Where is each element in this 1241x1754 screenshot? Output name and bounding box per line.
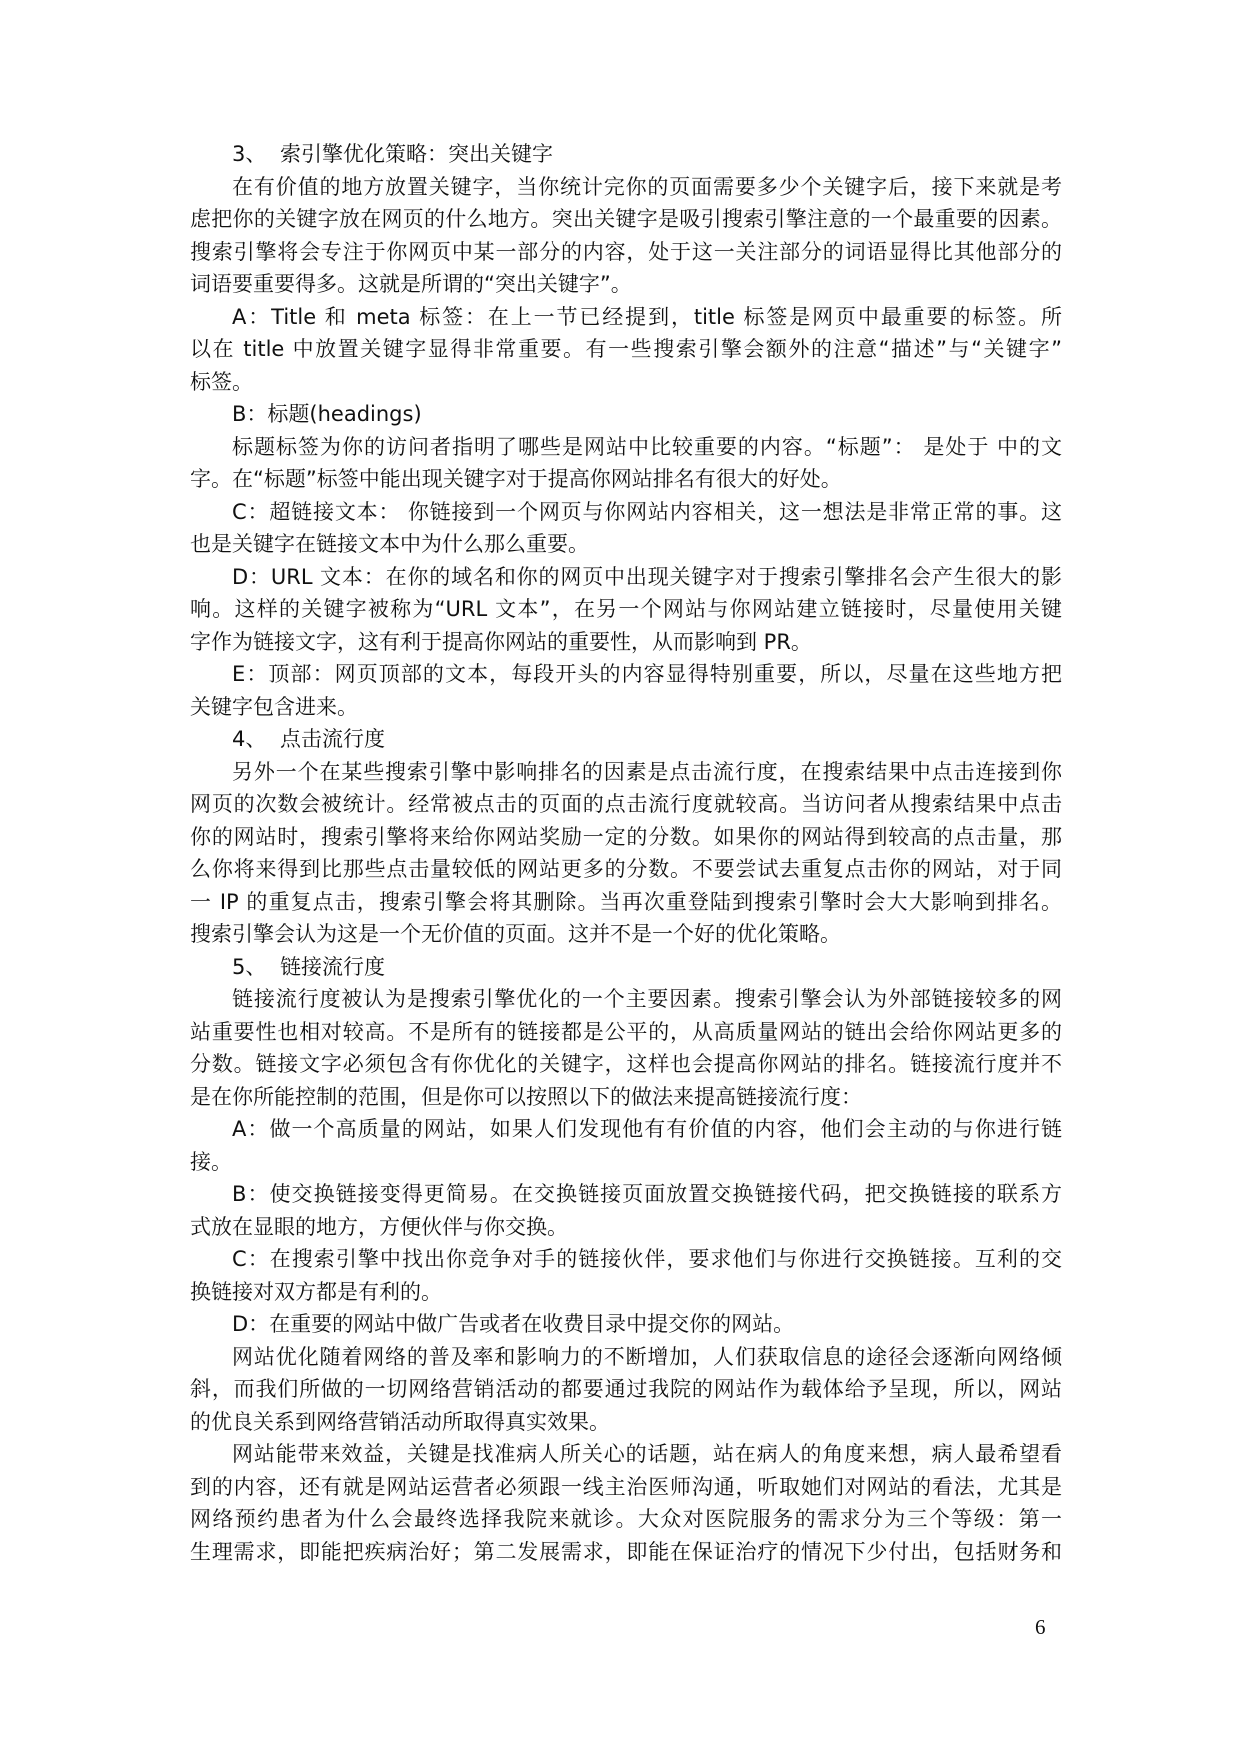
section-title: 索引擎优化策略：突出关键字 bbox=[280, 142, 553, 166]
text-line: 字。在“标题”标签中能出现关键字对于提高你网站排名有很大的好处。 bbox=[190, 467, 842, 491]
text-line: B：标题(headings) bbox=[232, 402, 422, 426]
text-line: 也是关键字在链接文本中为什么那么重要。 bbox=[190, 532, 589, 556]
text-line: 搜索引擎会认为这是一个无价值的页面。这并不是一个好的优化策略。 bbox=[190, 922, 841, 946]
text-line: 分数。链接文字必须包含有你优化的关键字，这样也会提高你网站的排名。链接流行度并不 bbox=[190, 1052, 1062, 1076]
text-line: 在有价值的地方放置关键字，当你统计完你的页面需要多少个关键字后，接下来就是考 bbox=[232, 174, 1062, 199]
text-line: 网络预约患者为什么会最终选择我院来就诊。大众对医院服务的需求分为三个等级：第一 bbox=[190, 1507, 1062, 1531]
text-line: 的优良关系到网络营销活动所取得真实效果。 bbox=[190, 1409, 610, 1434]
text-line: 词语要重要得多。这就是所谓的“突出关键字”。 bbox=[190, 272, 632, 296]
section-number: 3、 bbox=[232, 142, 267, 166]
text-line: D：URL 文本：在你的域名和你的网页中出现关键字对于搜索引擎排名会产生很大的影 bbox=[232, 564, 1062, 589]
section-title: 点击流行度 bbox=[280, 727, 385, 751]
text-line: 标签。 bbox=[190, 369, 253, 394]
text-line: 站重要性也相对较高。不是所有的链接都是公平的，从高质量网站的链出会给你网站更多的 bbox=[190, 1019, 1062, 1044]
text-line: 虑把你的关键字放在网页的什么地方。突出关键字是吸引搜索引擎注意的一个最重要的因素。 bbox=[190, 207, 1062, 231]
text-line: B：使交换链接变得更简易。在交换链接页面放置交换链接代码，把交换链接的联系方 bbox=[232, 1182, 1062, 1206]
text-line: 网站优化随着网络的普及率和影响力的不断增加，人们获取信息的途径会逐渐向网络倾 bbox=[232, 1344, 1062, 1369]
text-line: E：顶部：网页顶部的文本，每段开头的内容显得特别重要，所以，尽量在这些地方把 bbox=[232, 662, 1062, 686]
section-number: 4、 bbox=[232, 727, 267, 751]
text-line: 一 IP 的重复点击，搜索引擎会将其删除。当再次重登陆到搜索引擎时会大大影响到排名。 bbox=[190, 889, 1062, 914]
text-line: 搜索引擎将会专注于你网页中某一部分的内容，处于这一关注部分的词语显得比其他部分的 bbox=[190, 239, 1062, 264]
text-line: 另外一个在某些搜索引擎中影响排名的因素是点击流行度，在搜索结果中点击连接到你 bbox=[232, 759, 1062, 784]
text-line: C：在搜索引擎中找出你竞争对手的链接伙伴，要求他们与你进行交换链接。互利的交 bbox=[232, 1247, 1062, 1271]
text-line: 标题标签为你的访问者指明了哪些是网站中比较重要的内容。“标题”： 是处于 中的文 bbox=[232, 434, 1062, 459]
text-line: 网站能带来效益，关键是找准病人所关心的话题，站在病人的角度来想，病人最希望看 bbox=[232, 1442, 1062, 1466]
text-line: 换链接对双方都是有利的。 bbox=[190, 1279, 442, 1304]
section-heading bbox=[190, 951, 1062, 984]
section-heading bbox=[190, 723, 1062, 756]
text-line: 字作为链接文字，这有利于提高你网站的重要性，从而影响到 PR。 bbox=[190, 629, 812, 654]
text-line: 接。 bbox=[190, 1149, 232, 1174]
page-number: 6 bbox=[1035, 1615, 1046, 1639]
text-line: 链接流行度被认为是搜索引擎优化的一个主要因素。搜索引擎会认为外部链接较多的网 bbox=[232, 987, 1062, 1011]
text-line: 响。这样的关键字被称为“URL 文本”，在另一个网站与你网站建立链接时，尽量使用关键 bbox=[190, 597, 1062, 621]
text-line: C：超链接文本： 你链接到一个网页与你网站内容相关，这一想法是非常正常的事。这 bbox=[232, 499, 1062, 524]
text-line: 么你将来得到比那些点击量较低的网站更多的分数。不要尝试去重复点击你的网站，对于同 bbox=[190, 857, 1062, 881]
section-heading bbox=[190, 138, 1062, 171]
document-body bbox=[190, 138, 1062, 1568]
text-line: 斜，而我们所做的一切网络营销活动的都要通过我院的网站作为载体给予呈现，所以，网站 bbox=[190, 1377, 1062, 1401]
section-title: 链接流行度 bbox=[280, 954, 385, 979]
text-line: 生理需求，即能把疾病治好；第二发展需求，即能在保证治疗的情况下少付出，包括财务和 bbox=[190, 1539, 1062, 1564]
text-line: 关键字包含进来。 bbox=[190, 694, 358, 719]
text-line: 到的内容，还有就是网站运营者必须跟一线主治医师沟通，听取她们对网站的看法，尤其是 bbox=[190, 1474, 1062, 1499]
text-line: 式放在显眼的地方，方便伙伴与你交换。 bbox=[190, 1214, 568, 1239]
text-line: A：Title 和 meta 标签：在上一节已经提到，title 标签是网页中最重要的标签。所 bbox=[232, 304, 1062, 329]
text-line: 你的网站时，搜索引擎将来给你网站奖励一定的分数。如果你的网站得到较高的点击量，那 bbox=[190, 824, 1062, 849]
text-line: 网页的次数会被统计。经常被点击的页面的点击流行度就较高。当访问者从搜索结果中点击 bbox=[190, 792, 1062, 816]
text-line: 是在你所能控制的范围，但是你可以按照以下的做法来提高链接流行度： bbox=[190, 1084, 862, 1109]
text-line: D：在重要的网站中做广告或者在收费目录中提交你的网站。 bbox=[232, 1312, 795, 1336]
text-line: A：做一个高质量的网站，如果人们发现他有有价值的内容，他们会主动的与你进行链 bbox=[232, 1117, 1062, 1141]
text-line: 以在 title 中放置关键字显得非常重要。有一些搜索引擎会额外的注意“描述”与“关键字” bbox=[190, 337, 1062, 361]
section-number: 5、 bbox=[232, 954, 267, 979]
